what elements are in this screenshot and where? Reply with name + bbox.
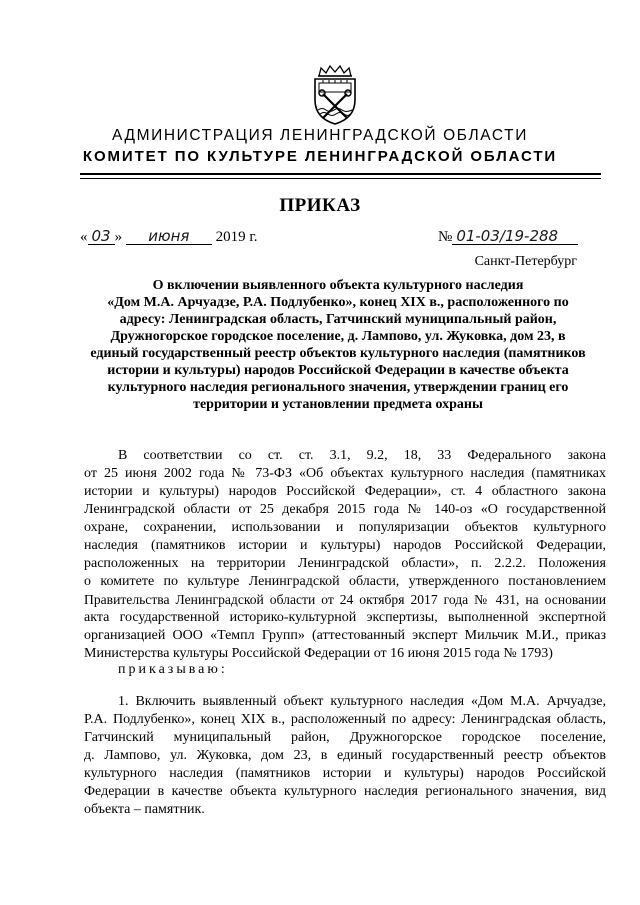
paragraph-line: Правительства Ленинградской области от 24 октября 2017 года № 431, на основании [84, 592, 606, 607]
organization-name: АДМИНИСТРАЦИЯ ЛЕНИНГРАДСКОЙ ОБЛАСТИ [112, 127, 528, 144]
document-number [438, 228, 578, 246]
date-year: 2019 г. [215, 229, 258, 245]
paragraph-line: Министерства культуры Российской Федерации от 16 июня 2015 года № 1793) [84, 646, 553, 661]
date-day-handwritten: 03 [88, 228, 115, 245]
paragraph-line: от 25 июня 2002 года № 73-ФЗ «Об объектах культурного наследия (памятниках [84, 466, 606, 481]
paragraph-line: о комитете по культуре Ленинградской области, утвержденного постановлением [84, 574, 606, 589]
subject-line: адресу: Ленинградская область, Гатчинский муниципальный район, [119, 312, 557, 327]
paragraph-line: д. Лампово, ул. Жуковка, дом 23, в единый государственный реестр объектов [84, 748, 606, 763]
paragraph-line: Р.А. Подлубенко», конец XIX в., расположенный по адресу: Ленинградская область, [84, 712, 606, 727]
paragraph-line: объекта – памятник. [84, 802, 205, 817]
date-close-quote: » [114, 229, 123, 245]
date-month-handwritten: июня [126, 228, 212, 245]
paragraph-line: Ленинградской области от 25 декабря 2015 года № 140-оз «О государственной [84, 502, 606, 517]
paragraph-line: охране, сохранении, использовании и популяризации объектов культурного [84, 520, 606, 535]
paragraph-line: расположенных на территории Ленинградской области», п. 2.2.2. Положения [84, 556, 606, 571]
paragraph-line: В соответствии со ст. ст. 3.1, 9.2, 18, 33 Федерального закона [118, 448, 606, 463]
number-value-handwritten: 01-03/19-288 [452, 228, 578, 245]
number-prefix: № [438, 229, 453, 245]
paragraph-line: 1. Включить выявленный объект культурного наследия «Дом М.А. Арчуадзе, [118, 694, 606, 709]
paragraph-line: наследия (памятников истории и культуры) народов Российской Федерации, [84, 538, 606, 553]
committee-name: КОМИТЕТ ПО КУЛЬТУРЕ ЛЕНИНГРАДСКОЙ ОБЛАСТИ [82, 148, 558, 165]
coat-of-arms-icon [307, 64, 363, 126]
order-verb: приказываю: [118, 662, 228, 677]
document-date [80, 228, 258, 246]
subject-line: О включении выявленного объекта культурного наследия [152, 278, 524, 293]
subject-line: Дружногорское городское поселение, д. Лампово, ул. Жуковка, дом 23, в [110, 329, 566, 344]
preamble-paragraph [84, 447, 606, 663]
paragraph-line: культурного наследия (памятников истории и культуры) народов Российской [84, 766, 606, 781]
paragraph-line: Федерации в качестве объекта культурного наследия регионального значения, вид [84, 784, 606, 799]
paragraph-line: организацией ООО «Темпл Групп» (аттестованный эксперт Мильчик М.И., приказ [84, 628, 606, 643]
subject-line: «Дом М.А. Арчуадзе, Р.А. Подлубенко», конец XIX в., расположенного по [107, 295, 569, 310]
subject-line: территории и установлении предмета охраны [193, 397, 483, 412]
document-title: ПРИКАЗ [279, 195, 361, 216]
subject-line: культурного наследия регионального значения, утверждении границ его [107, 380, 569, 395]
document-city: Санкт-Петербург [474, 254, 577, 269]
document-subject [88, 277, 588, 413]
header-rule-thick [80, 173, 601, 175]
paragraph-line: акта государственной историко-культурной экспертизы, выполненной экспертной [84, 610, 606, 625]
date-open-quote: « [80, 229, 88, 245]
subject-line: единый государственный реестр объектов культурного наследия (памятников [90, 346, 586, 361]
header-rule-thin [80, 178, 601, 179]
paragraph-line: истории и культуры) народов Российской Федерации», ст. 4 областного закона [84, 484, 606, 499]
paragraph-line: Гатчинский муниципальный район, Дружногорское городское поселение, [84, 730, 606, 745]
order-item-1 [84, 693, 606, 819]
subject-line: истории и культуры) народов Российской Федерации в качестве объекта [107, 363, 569, 378]
